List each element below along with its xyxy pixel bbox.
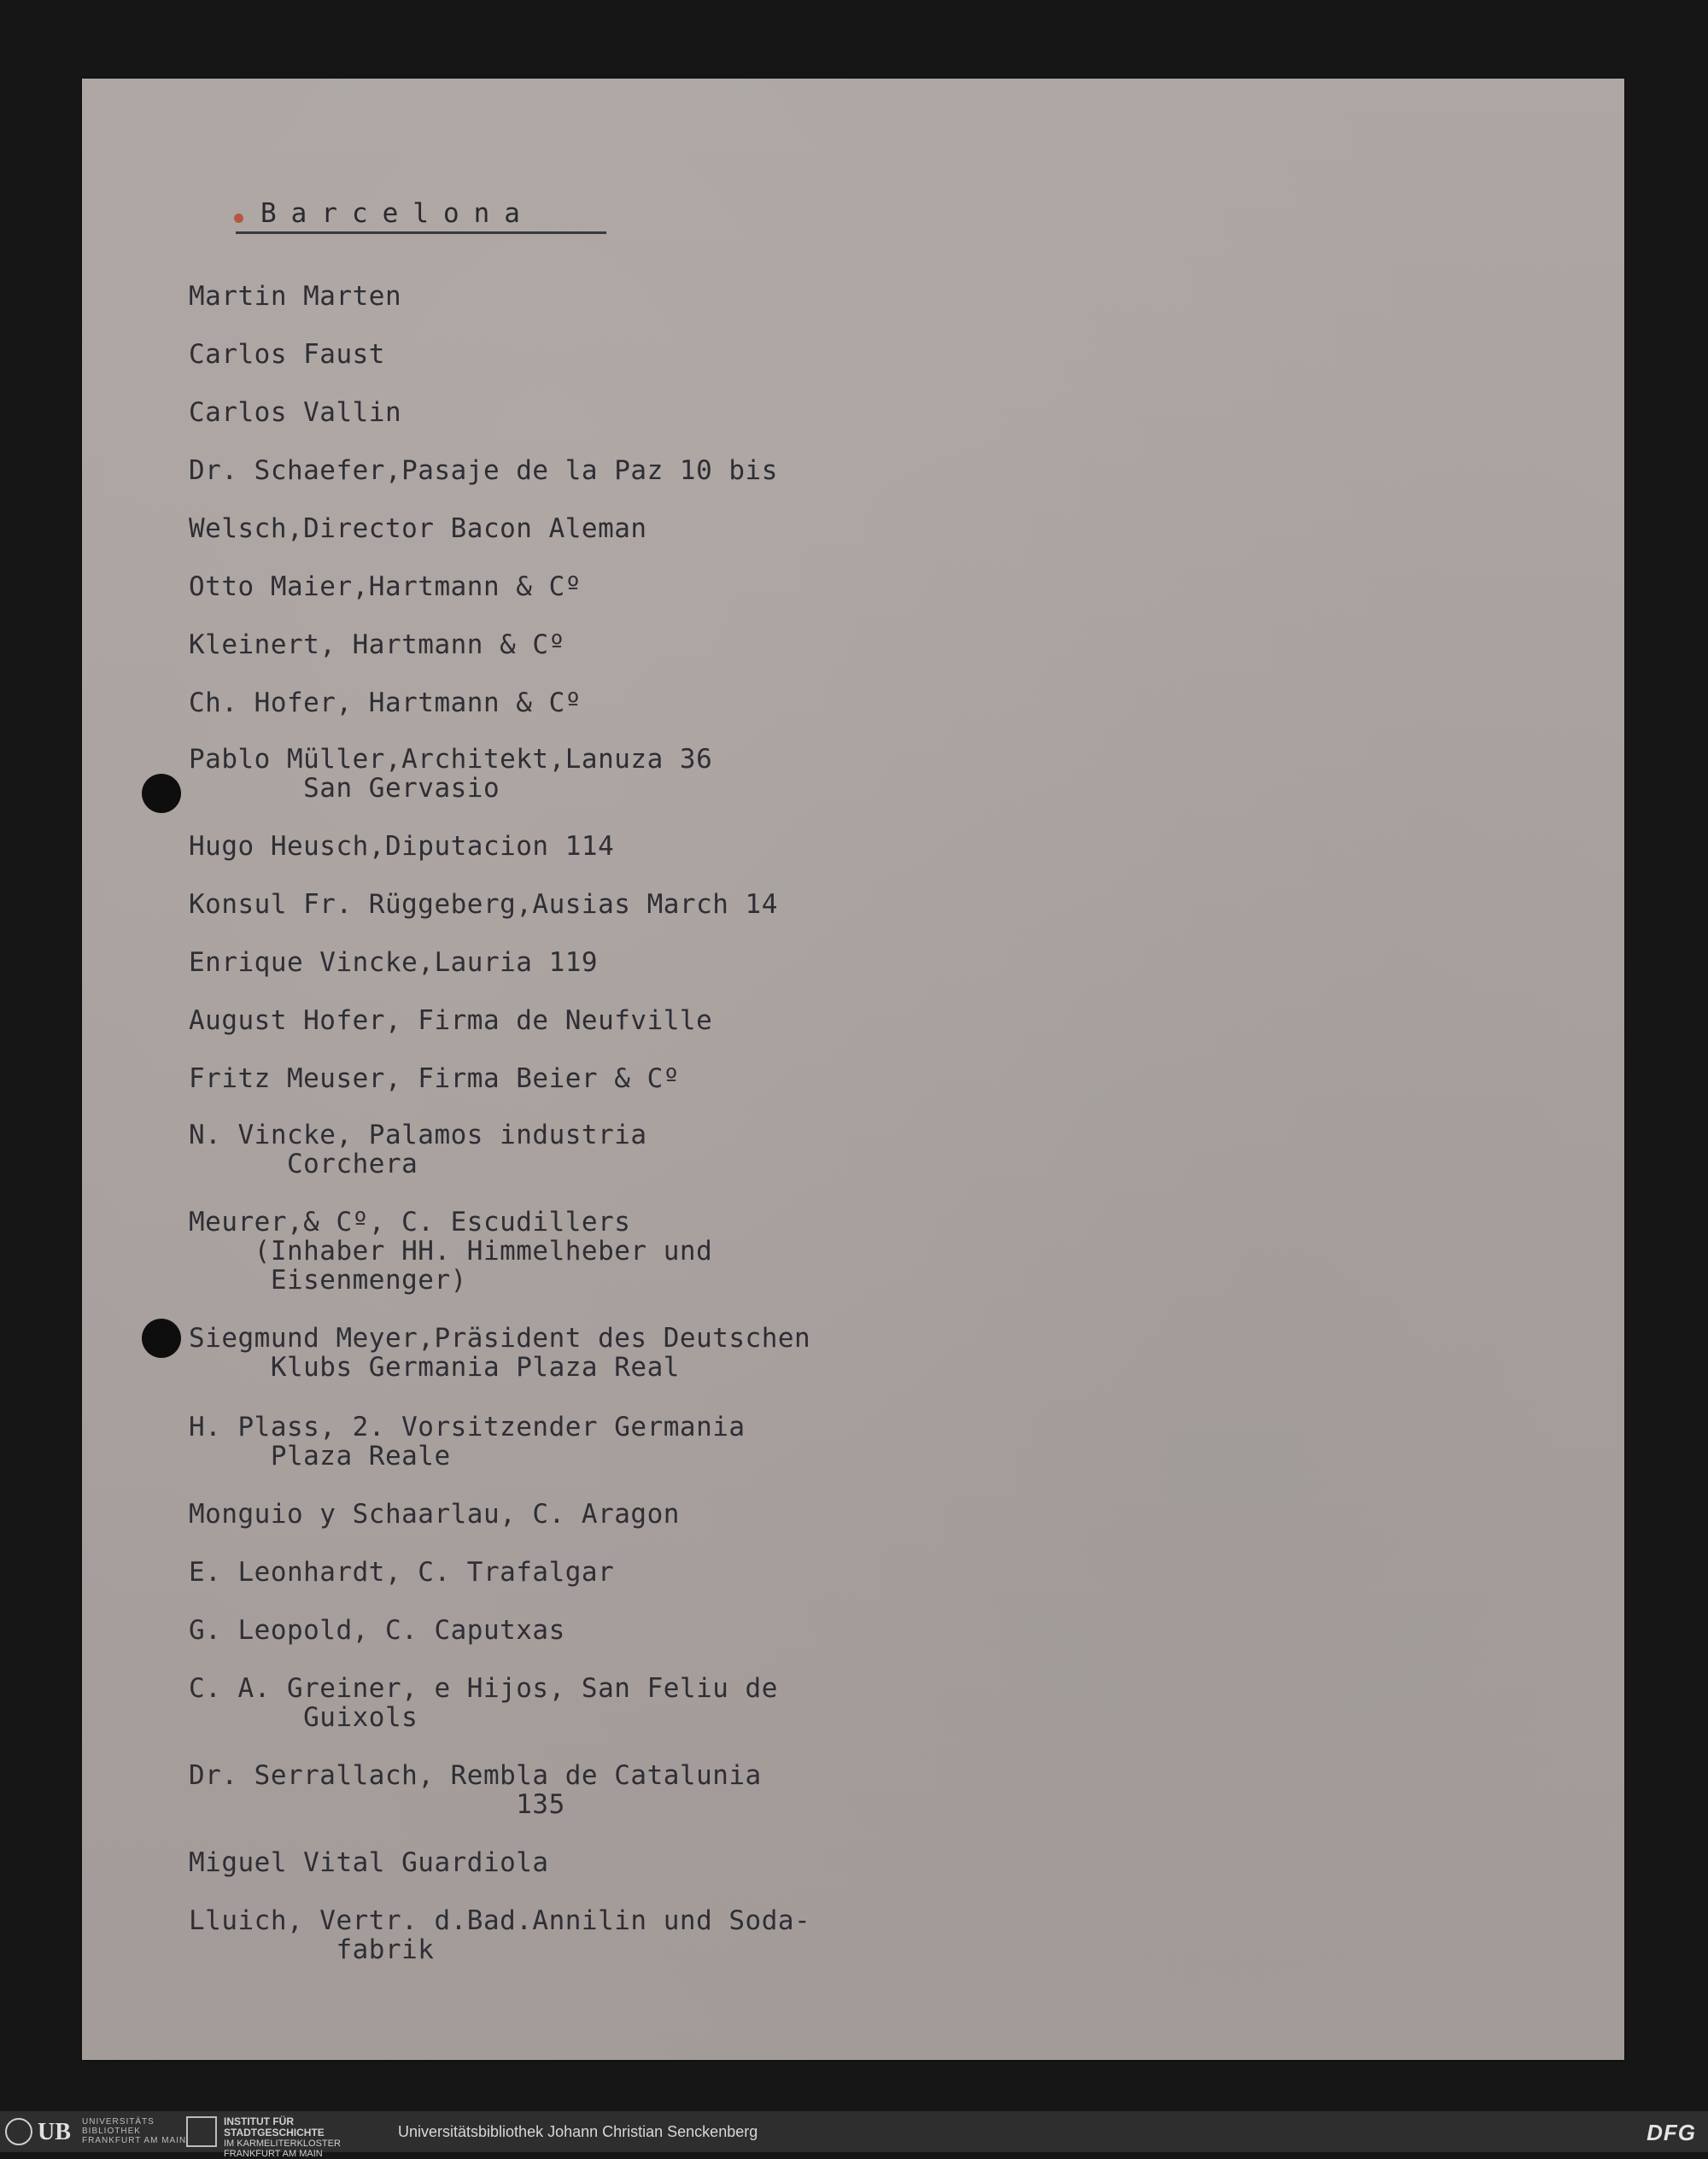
entry-line: Siegmund Meyer,Präsident des Deutschen [189, 1323, 811, 1354]
library-name: Universitätsbibliothek Johann Christian Senckenberg [398, 2123, 758, 2140]
university-library-logo-icon [5, 2118, 32, 2145]
entry-line: E. Leonhardt, C. Trafalgar [189, 1557, 615, 1588]
address-entry [189, 1848, 549, 1877]
dfg-logo: DFG [1647, 2120, 1696, 2145]
address-entry [189, 630, 565, 659]
entry-line: Fritz Meuser, Firma Beier & Cº [189, 1063, 680, 1094]
address-entry [189, 1324, 810, 1382]
address-entry [189, 1674, 778, 1732]
institute-subtext: IM KARMELITERKLOSTER FRANKFURT AM MAIN [224, 2139, 341, 2159]
institute-title: INSTITUT FÜR STADTGESCHICHTE [224, 2115, 325, 2139]
footer-bar [0, 2111, 1708, 2159]
entry-continuation-line: San Gervasio [189, 773, 500, 804]
address-entry [189, 398, 401, 427]
entry-line: Monguio y Schaarlau, C. Aragon [189, 1499, 680, 1530]
address-entry [189, 572, 582, 601]
entry-continuation-line: Guixols [189, 1702, 418, 1733]
punch-hole [142, 774, 181, 813]
address-entry [189, 1006, 712, 1035]
entry-line: Ch. Hofer, Hartmann & Cº [189, 687, 582, 718]
institute-logo-icon [186, 2116, 217, 2147]
entry-line: Dr. Serrallach, Rembla de Catalunia [189, 1760, 762, 1791]
address-entry [189, 1906, 810, 1964]
document-heading: Barcelona [260, 198, 535, 229]
punch-hole [142, 1319, 181, 1358]
address-entry [189, 1616, 565, 1645]
entry-line: Otto Maier,Hartmann & Cº [189, 571, 582, 602]
address-entry [189, 1120, 647, 1179]
address-entry [189, 1064, 680, 1093]
entry-line: Welsch,Director Bacon Aleman [189, 513, 647, 544]
address-entry [189, 745, 712, 803]
entry-line: Miguel Vital Guardiola [189, 1847, 549, 1878]
address-entry [189, 1500, 680, 1529]
entry-line: H. Plass, 2. Vorsitzender Germania [189, 1412, 746, 1442]
address-entry [189, 832, 614, 861]
entry-line: C. A. Greiner, e Hijos, San Feliu de [189, 1673, 778, 1704]
entry-line: N. Vincke, Palamos industria [189, 1120, 647, 1150]
entry-line: Carlos Faust [189, 339, 385, 370]
entry-line: August Hofer, Firma de Neufville [189, 1005, 713, 1036]
entry-line: G. Leopold, C. Caputxas [189, 1615, 565, 1646]
heading-underline [236, 231, 606, 234]
entry-line: Hugo Heusch,Diputacion 114 [189, 831, 615, 862]
address-entry [189, 282, 401, 311]
address-entry [189, 948, 598, 977]
address-entry [189, 1558, 614, 1587]
institute-label [224, 2116, 341, 2159]
entry-continuation-line: fabrik [189, 1934, 435, 1965]
address-entry [189, 456, 778, 485]
entry-line: Kleinert, Hartmann & Cº [189, 629, 565, 660]
entry-line: Pablo Müller,Architekt,Lanuza 36 [189, 744, 713, 775]
entry-continuation-line: Corchera [189, 1149, 418, 1179]
entry-line: Dr. Schaefer,Pasaje de la Paz 10 bis [189, 455, 778, 486]
entry-line: Lluich, Vertr. d.Bad.Annilin und Soda- [189, 1905, 811, 1936]
address-entry [189, 1761, 762, 1819]
address-entry [189, 1208, 712, 1295]
entry-line: Carlos Vallin [189, 397, 402, 428]
entry-line: Enrique Vincke,Lauria 119 [189, 947, 599, 978]
ub-subtext: UNIVERSITÄTS BIBLIOTHEK FRANKFURT AM MAIN [82, 2117, 187, 2145]
entry-continuation-line: 135 [189, 1789, 565, 1820]
ub-mark: UB [38, 2119, 71, 2145]
entry-continuation-line: Eisenmenger) [189, 1265, 467, 1296]
address-entry [189, 688, 582, 717]
red-ink-dot [234, 214, 243, 223]
address-entry [189, 514, 647, 543]
entry-continuation-line: Plaza Reale [189, 1441, 451, 1472]
address-entry [189, 890, 778, 919]
entry-continuation-line: (Inhaber HH. Himmelheber und [189, 1236, 713, 1267]
address-entry [189, 1413, 746, 1471]
entry-line: Meurer,& Cº, C. Escudillers [189, 1207, 631, 1237]
address-entry [189, 340, 385, 369]
entry-line: Martin Marten [189, 281, 402, 312]
entry-line: Konsul Fr. Rüggeberg,Ausias March 14 [189, 889, 778, 920]
entry-continuation-line: Klubs Germania Plaza Real [189, 1352, 680, 1383]
